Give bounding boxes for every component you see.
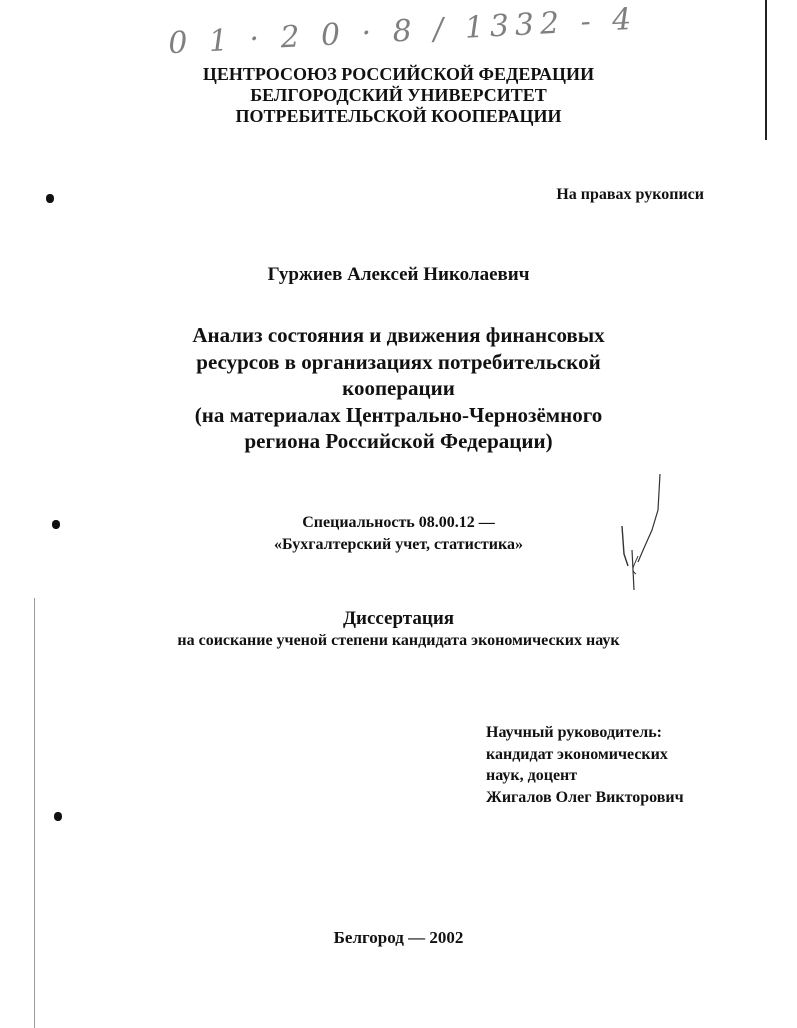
organization-line: ПОТРЕБИТЕЛЬСКОЙ КООПЕРАЦИИ <box>235 106 562 126</box>
specialty-block <box>0 512 797 556</box>
specialty-code: Специальность 08.00.12 — <box>302 514 495 531</box>
advisor-line: Научный руководитель: <box>486 724 662 741</box>
advisor-line: наук, доцент <box>486 767 578 784</box>
organization-line: БЕЛГОРОДСКИЙ УНИВЕРСИТЕТ <box>250 85 547 105</box>
specialty-name: «Бухгалтерский учет, статистика» <box>274 536 523 553</box>
topic-line: ресурсов в организациях потребительской <box>196 349 601 374</box>
topic-line: (на материалах Центрально-Чернозёмного <box>194 402 603 427</box>
degree-statement: на соискание ученой степени кандидата экономических наук <box>177 632 620 649</box>
scan-edge-line <box>34 598 35 1028</box>
dissertation-topic <box>0 322 797 455</box>
city-year: Белгород — 2002 <box>333 928 464 947</box>
document-type: Диссертация <box>342 608 455 629</box>
author-name: Гуржиев Алексей Николаевич <box>267 264 530 285</box>
handwritten-inventory-number: 0 1 · 2 0 · 8 / 1332 - 4 <box>167 1 639 62</box>
organization-line: ЦЕНТРОСОЮЗ РОССИЙСКОЙ ФЕДЕРАЦИИ <box>202 64 595 84</box>
advisor-line: Жигалов Олег Викторович <box>486 788 684 806</box>
rights-note: На правах рукописи <box>556 186 704 203</box>
organization-block <box>0 64 797 127</box>
advisor-block <box>486 722 684 808</box>
topic-line: Анализ состояния и движения финансовых <box>192 323 605 347</box>
handwritten-signature <box>608 470 668 600</box>
advisor-line: кандидат экономических <box>486 745 668 763</box>
punch-hole-mark <box>54 812 62 821</box>
topic-line: региона Российской Федерации) <box>244 429 553 453</box>
topic-line: кооперации <box>342 376 455 400</box>
punch-hole-mark <box>46 194 54 203</box>
